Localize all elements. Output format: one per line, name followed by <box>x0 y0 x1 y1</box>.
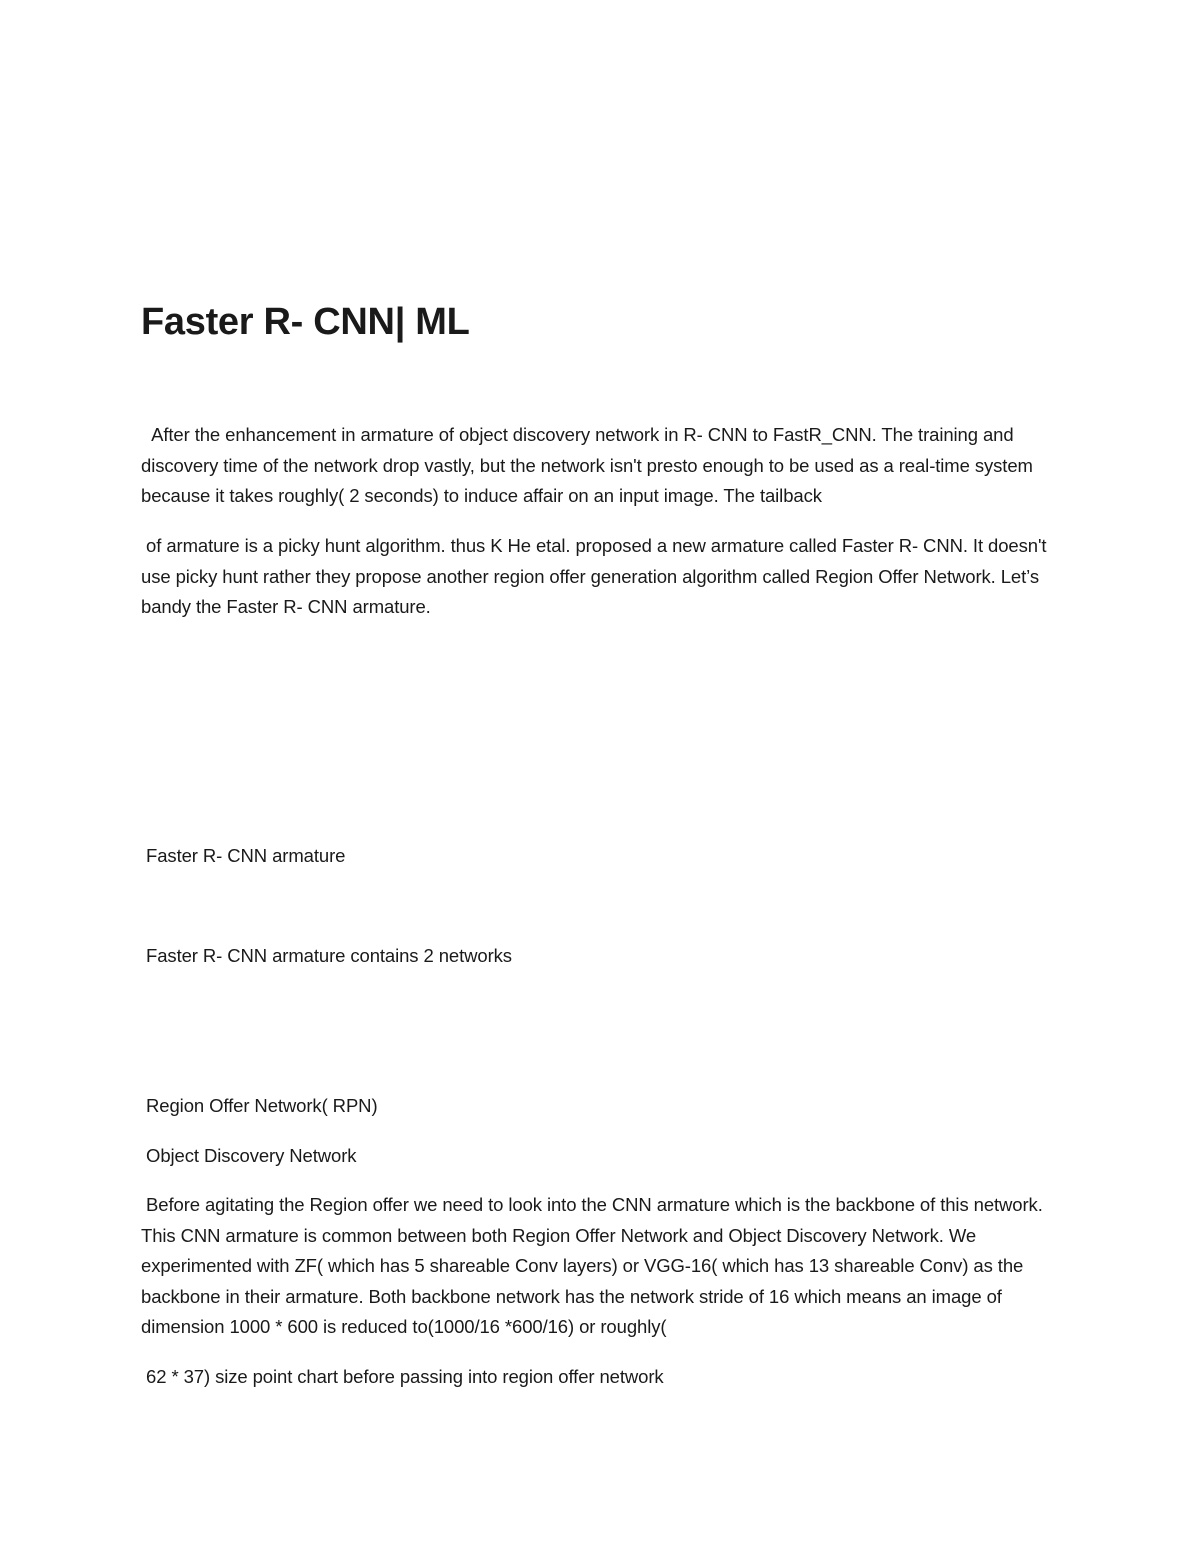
figure-caption: Faster R- CNN armature <box>141 845 346 866</box>
intro-paragraph: After the enhancement in armature of object discovery network in R- CNN to FastR_CNN. The training and discovery time of the network drop vastly, but the network isn't presto enough to be used as a real-time system because it takes roughly( 2 seconds) to induce affair on an input image. The tailback <box>141 424 1038 506</box>
closing-line: 62 * 37) size point chart before passing into region offer network <box>141 1366 664 1387</box>
list-item: Region Offer Network( RPN) <box>141 1095 378 1116</box>
backbone-paragraph: Before agitating the Region offer we need to look into the CNN armature which is the backbone of this network. This CNN armature is common between both Region Offer Network and Object Discovery Network. We experimented with ZF( which has 5 shareable Conv layers) or VGG-16( which has 13 shareable Conv) as the backbone in their armature. Both backbone network has the network stride of 16 which means an image of dimension 1000 * 600 is reduced to(1000/16 *600/16) or roughly( <box>141 1194 1048 1337</box>
list-item: Object Discovery Network <box>141 1145 357 1166</box>
networks-intro-line: Faster R- CNN armature contains 2 networks <box>141 945 512 966</box>
armature-paragraph: of armature is a picky hunt algorithm. thus K He etal. proposed a new armature called Faster R- CNN. It doesn't use picky hunt rather they propose another region offer generation algorithm called Region Offer Network. Let’s bandy the Faster R- CNN armature. <box>141 535 1052 617</box>
document-title: Faster R- CNN| ML <box>141 301 470 343</box>
